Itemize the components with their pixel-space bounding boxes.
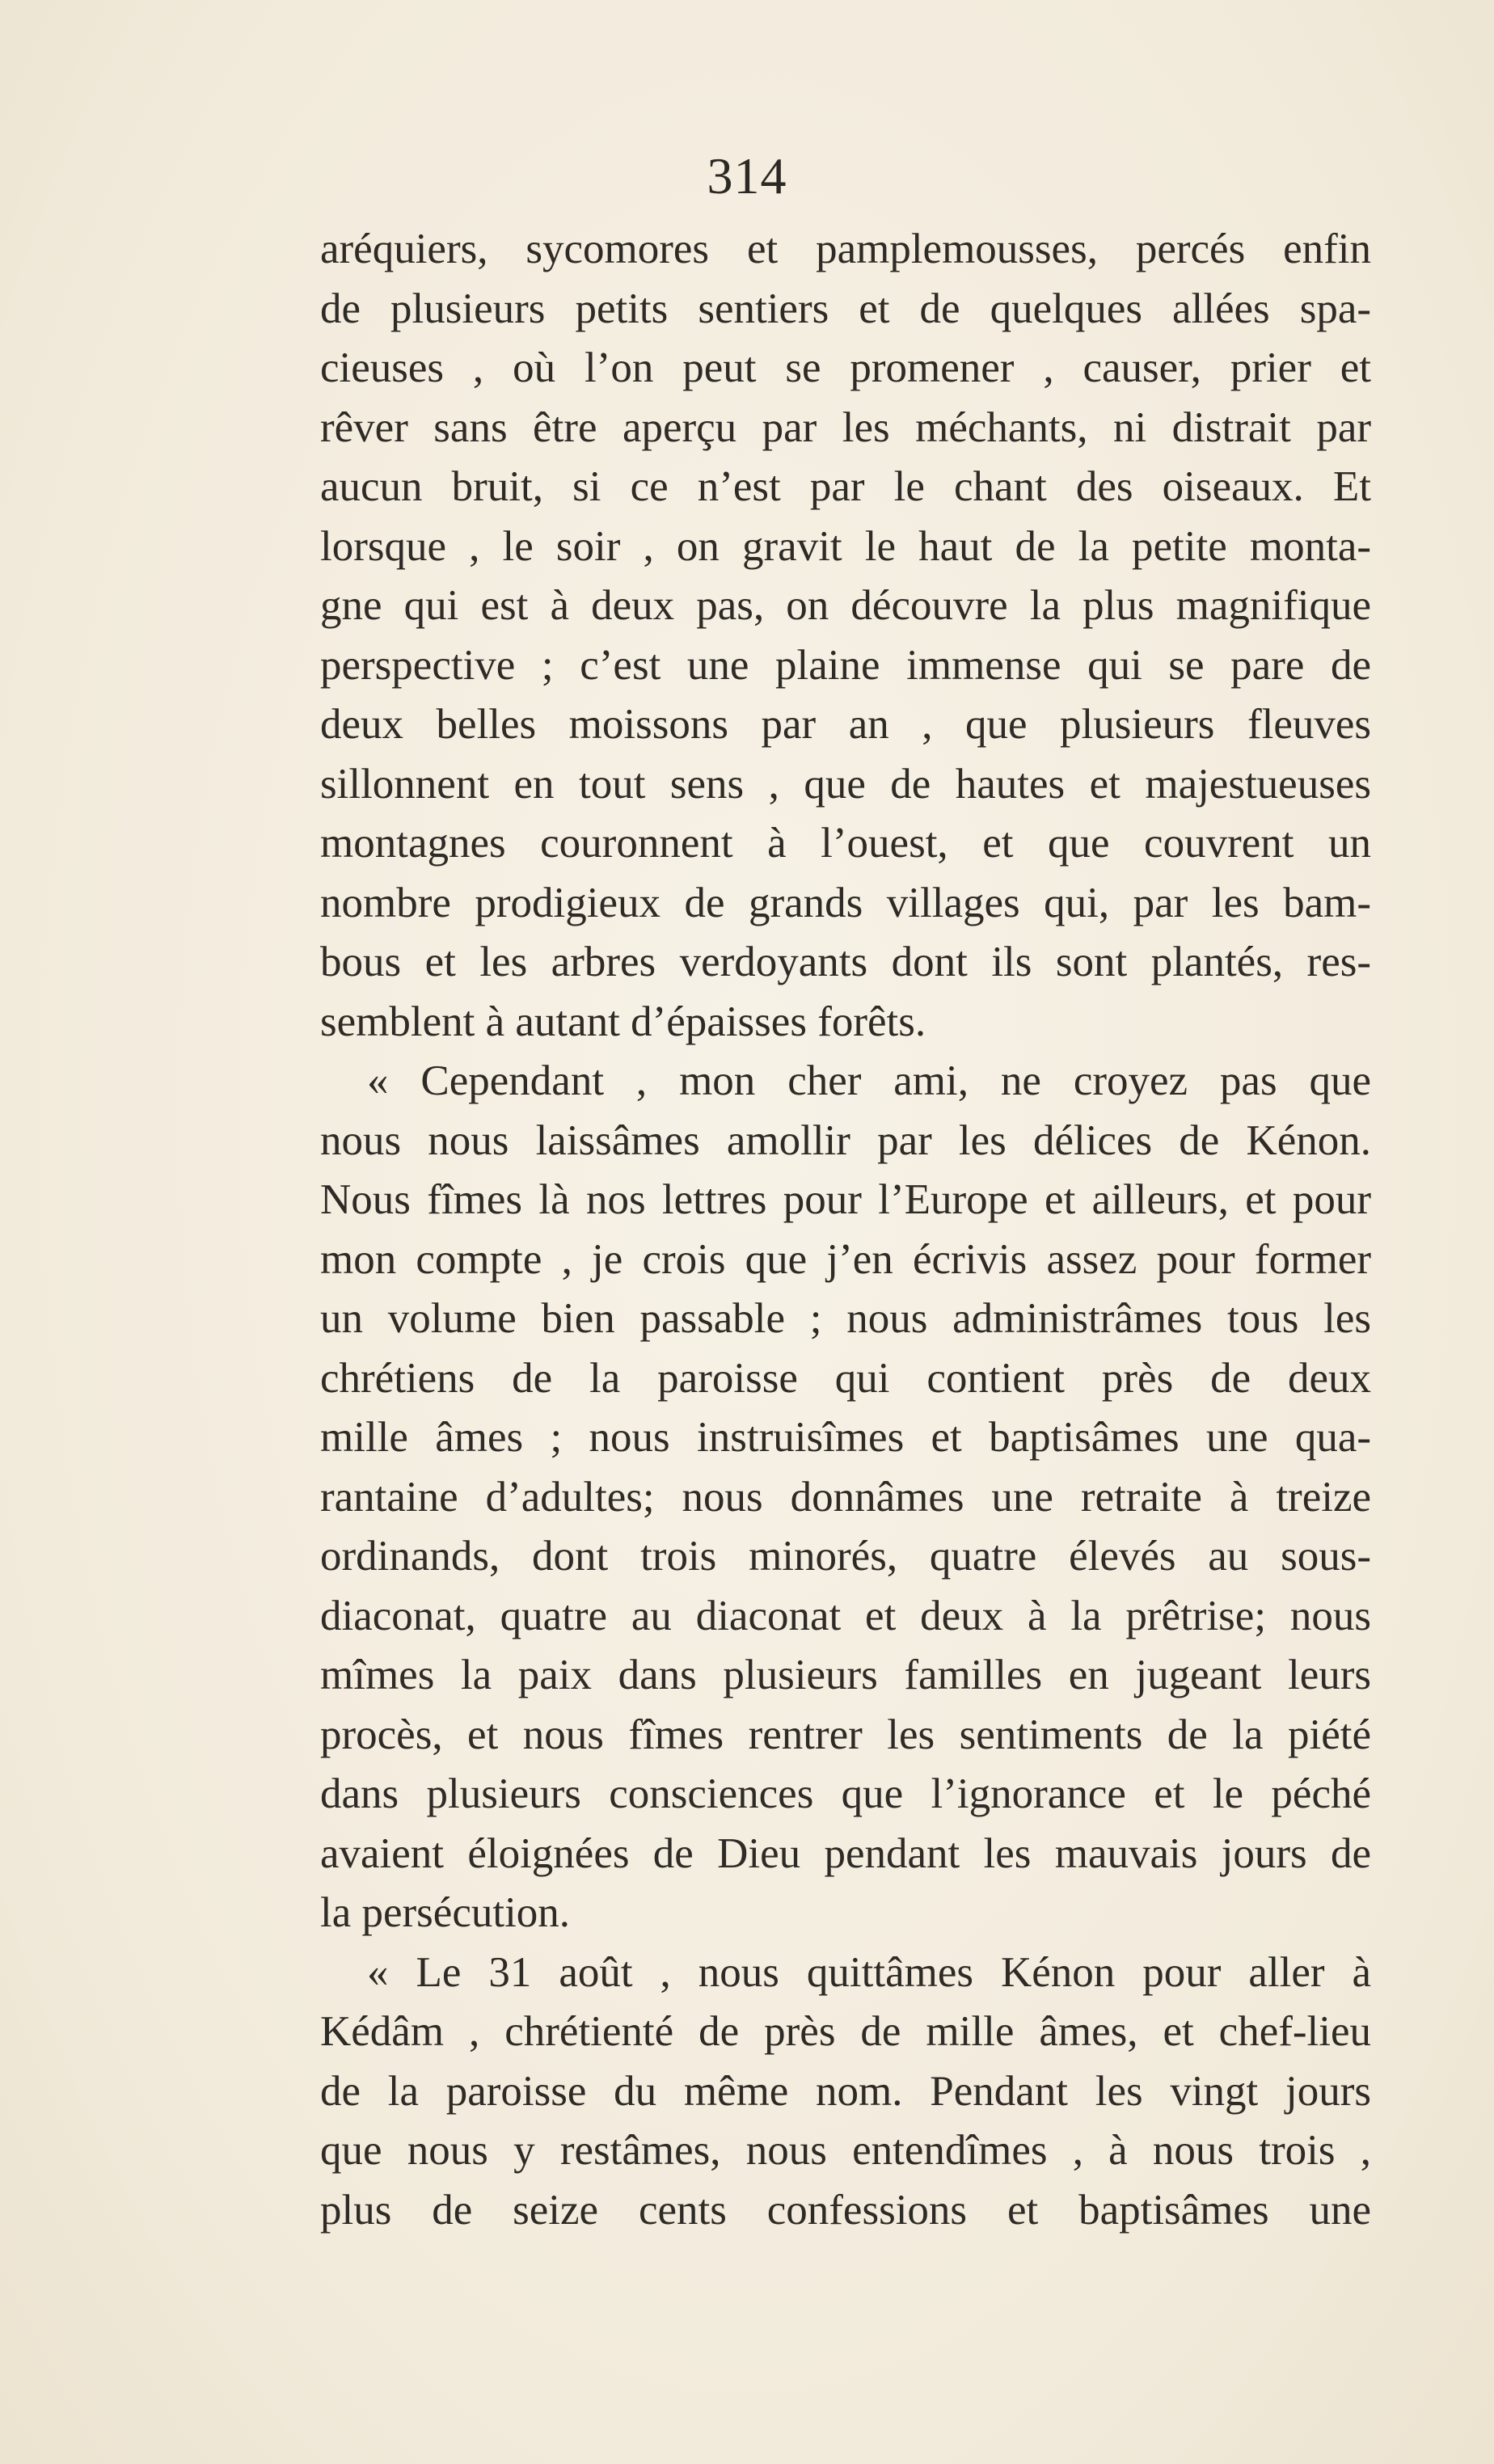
text-line: deux belles moissons par an , que plusieurs fleuves xyxy=(320,701,1371,748)
text-line: de la paroisse du même nom. Pendant les vingt jours xyxy=(320,2067,1371,2115)
text-line: mille âmes ; nous instruisîmes et baptisâmes une qua- xyxy=(320,1414,1371,1461)
text-line: bous et les arbres verdoyants dont ils sont plantés, res- xyxy=(320,939,1371,985)
text-line: avaient éloignées de Dieu pendant les mauvais jours de xyxy=(320,1829,1371,1877)
paragraph-start-line: « Cependant , mon cher ami, ne croyez pas que xyxy=(367,1057,1371,1104)
page-number: 314 xyxy=(707,147,787,205)
paragraph-end-line: semblent à autant d’épaisses forêts. xyxy=(320,998,926,1045)
text-line: un volume bien passable ; nous administrâmes tous les xyxy=(320,1295,1371,1342)
text-line: Nous fîmes là nos lettres pour l’Europe et ailleurs, et pour xyxy=(320,1176,1371,1223)
text-line: aucun bruit, si ce n’est par le chant des oiseaux. Et xyxy=(320,463,1371,510)
text-line: que nous y restâmes, nous entendîmes , à nous trois , xyxy=(320,2127,1371,2174)
text-line: nous nous laissâmes amollir par les délices de Kénon. xyxy=(320,1116,1371,1164)
text-line: gne qui est à deux pas, on découvre la plus magnifique xyxy=(320,582,1371,629)
text-line: rantaine d’adultes; nous donnâmes une retraite à treize xyxy=(320,1473,1371,1521)
text-line: perspective ; c’est une plaine immense qui se pare de xyxy=(320,641,1371,689)
text-line: de plusieurs petits sentiers et de quelques allées spa- xyxy=(320,285,1371,332)
text-line: ordinands, dont trois minorés, quatre élevés au sous- xyxy=(320,1533,1371,1580)
text-line: lorsque , le soir , on gravit le haut de la petite monta- xyxy=(320,522,1371,570)
text-line: plus de seize cents confessions et baptisâmes une xyxy=(320,2186,1371,2234)
text-line: montagnes couronnent à l’ouest, et que couvrent un xyxy=(320,820,1371,867)
text-line: rêver sans être aperçu par les méchants, ni distrait par xyxy=(320,403,1371,451)
text-line: aréquiers, sycomores et pamplemousses, percés enfin xyxy=(320,226,1371,272)
text-line: diaconat, quatre au diaconat et deux à la prêtrise; nous xyxy=(320,1592,1371,1639)
text-line: mon compte , je crois que j’en écrivis assez pour former xyxy=(320,1235,1371,1283)
text-line: dans plusieurs consciences que l’ignorance et le péché xyxy=(320,1770,1371,1817)
text-line: cieuses , où l’on peut se promener , causer, prier et xyxy=(320,344,1371,391)
body-text xyxy=(320,220,1371,2240)
text-line: sillonnent en tout sens , que de hautes et majestueuses xyxy=(320,760,1371,808)
paragraph-end-line: la persécution. xyxy=(320,1889,571,1936)
text-line: mîmes la paix dans plusieurs familles en jugeant leurs xyxy=(320,1652,1371,1698)
text-line: nombre prodigieux de grands villages qui, par les bam- xyxy=(320,879,1371,926)
text-line: procès, et nous fîmes rentrer les sentiments de la piété xyxy=(320,1711,1371,1758)
text-line: Kédâm , chrétienté de près de mille âmes, et chef-lieu xyxy=(320,2008,1371,2055)
text-line: chrétiens de la paroisse qui contient près de deux xyxy=(320,1354,1371,1402)
paragraph-start-line: « Le 31 août , nous quittâmes Kénon pour aller à xyxy=(367,1948,1371,1996)
